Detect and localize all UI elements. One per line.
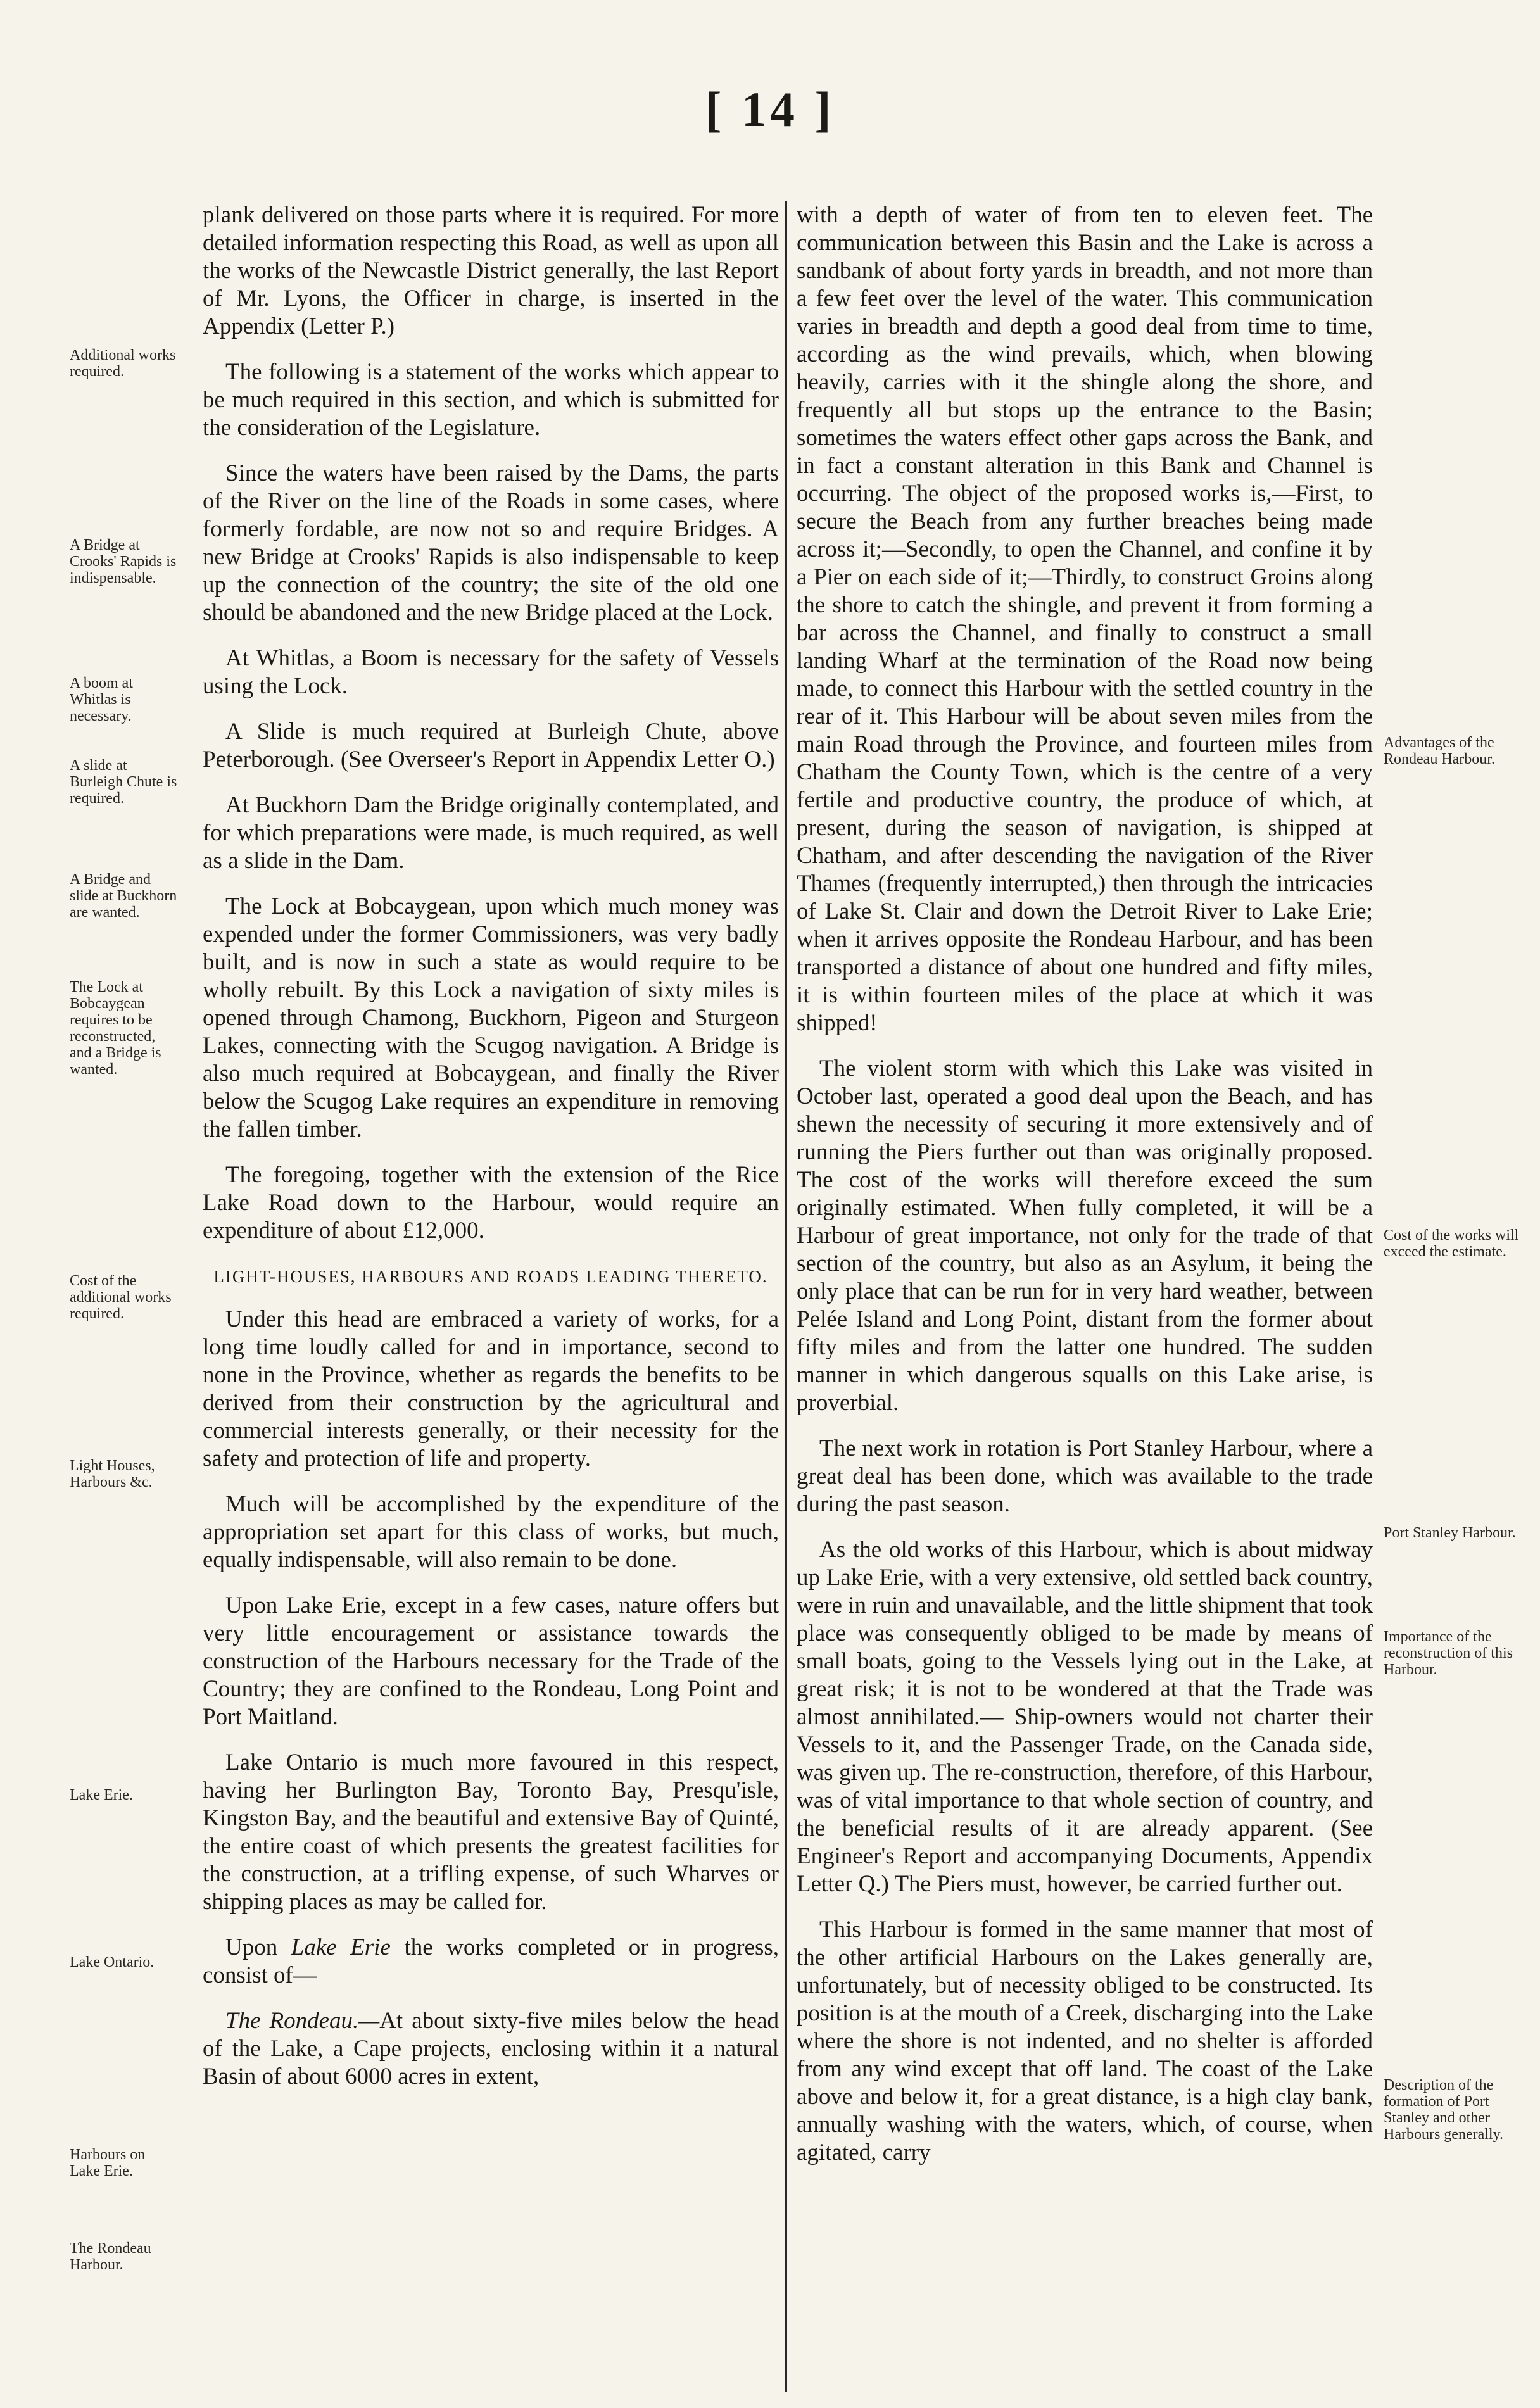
margin-note: Cost of the additional works required. (70, 1273, 172, 1322)
paragraph: The foregoing, together with the extension of the Rice Lake Road down to the Harbour, would require an expenditure of about £12,000. (203, 1162, 779, 1244)
paragraph: At Buckhorn Dam the Bridge originally contemplated, and for which preparations were made, is much required, as well as a slide in the Dam. (203, 792, 779, 874)
paragraph: Since the waters have been raised by the Dams, the parts of the River on the line of the Roads in some cases, where formerly fordable, are now not so and require Bridges. A new Bridge at Crooks' Rapids is also indispensable to keep up the connection of the country; the site of the old one should be abandoned and the new Bridge placed at the Lock. (203, 460, 779, 626)
paragraph: Lake Ontario is much more favoured in this respect, having her Burlington Bay, Toronto Bay, Presqu'isle, Kingston Bay, and the beautiful and extensive Bay of Quinté, the entire coast of which presents the greatest facilities for the construction, at a trifling expense, of such Wharves or shipping places as may be called for. (203, 1749, 779, 1915)
left-column (203, 201, 779, 2109)
margin-note: Harbours on Lake Erie. (70, 2146, 146, 2179)
italic-text: Lake Erie (291, 1934, 391, 1960)
margin-note: A slide at Burleigh Chute is required. (70, 757, 177, 807)
paragraph: As the old works of this Harbour, which is about midway up Lake Erie, with a very extensive, old settled back country, were in ruin and unavailable, and the little shipment that took place was consequently obliged to be made by means of small boats, going to the Vessels lying out in the Lake, at great risk; it is not to be wondered at that the Trade was almost annihilated.— Ship-owners would not charter their Vessels to it, and the Passenger Trade, on the Canada side, was given up. The re-construction, therefore, of this Harbour, was of vital importance to that whole section of country, and the beneficial results of it are already apparent. (See Engineer's Report and accompanying Documents, Appendix Letter Q.) The Piers must, however, be carried further out. (797, 1537, 1373, 1897)
section-heading: LIGHT-HOUSES, HARBOURS AND ROADS LEADING THERETO. (213, 1267, 768, 1286)
paragraph: Under this head are embraced a variety of works, for a long time loudly called for and in importance, second to none in the Province, whether as regards the benefits to be derived from their construction by the agricultural and commercial interests generally, or their necessity for the safety and protection of life and property. (203, 1306, 779, 1472)
margin-note: The Rondeau Harbour. (70, 2240, 151, 2273)
margin-note: A Bridge and slide at Buckhorn are wanted. (70, 871, 177, 921)
paragraph-text: the works completed or in progress, consist of— (203, 1934, 779, 1988)
paragraph: The following is a statement of the works which appear to be much required in this section, and which is submitted for the consideration of the Legislature. (203, 359, 779, 441)
margin-note: Additional works required. (70, 347, 176, 380)
italic-text: Upon (225, 1934, 278, 1960)
margin-note: Cost of the works will exceed the estimate. (1384, 1227, 1519, 1260)
column-divider (785, 201, 787, 2392)
page-number: [ 14 ] (705, 82, 835, 137)
paragraph: At Whitlas, a Boom is necessary for the safety of Vessels using the Lock. (203, 645, 779, 699)
paragraph: The Lock at Bobcaygean, upon which much money was expended under the former Commissioners, was very badly built, and is now in such a state as would require to be wholly rebuilt. By this Lock a navigation of sixty miles is opened through Chamong, Buckhorn, Pigeon and Sturgeon Lakes, connecting with the Scugog navigation. A Bridge is also much required at Bobcaygean, and finally the River below the Scugog Lake requires an expenditure in removing the fallen timber. (203, 893, 779, 1142)
paragraph: The next work in rotation is Port Stanley Harbour, where a great deal has been done, which was available to the trade during the past season. (797, 1435, 1373, 1517)
margin-note: Description of the formation of Port Stanley and other Harbours generally. (1384, 2077, 1504, 2143)
margin-note: Port Stanley Harbour. (1384, 1525, 1516, 1541)
paragraph: This Harbour is formed in the same manner that most of the other artificial Harbours on the Lakes generally are, unfortunately, but of necessity obliged to be constructed. Its position is at the mouth of a Creek, discharging into the Lake where the shore is not indented, and no shelter is afforded from any wind except that off land. The coast of the Lake above and below it, for a great distance, is a high clay bank, annually washing with the waters, which, of course, when agitated, carry (797, 1917, 1373, 2165)
paragraph: plank delivered on those parts where it is required. For more detailed information respecting this Road, as well as upon all the works of the Newcastle District generally, the last Report of Mr. Lyons, the Officer in charge, is inserted in the Appendix (Letter P.) (203, 202, 779, 339)
right-column (797, 201, 1373, 2184)
margin-note: A boom at Whitlas is necessary. (70, 675, 133, 724)
margin-note: The Lock at Bobcaygean requires to be reconstructed, and a Bridge is wanted. (70, 979, 161, 1078)
paragraph: The violent storm with which this Lake was visited in October last, operated a good deal upon the Beach, and has shewn the necessity of securing it more extensively and of running the Piers further out than was originally proposed. The cost of the works will therefore exceed the sum originally estimated. When fully completed, it will be a Harbour of great importance, not only for the trade of that section of the country, but also as an Asylum, it being the only place that can be run for in very hard weather, between Pelée Island and Long Point, distant from the former about fifty miles and from the latter one hundred. The sudden manner in which dangerous squalls on this Lake arise, is proverbial. (797, 1056, 1373, 1416)
paragraph (203, 1934, 779, 1989)
paragraph: Upon Lake Erie, except in a few cases, nature offers but very little encouragement or assistance towards the construction of the Harbours necessary for the Trade of the Country; they are confined to the Rondeau, Long Point and Port Maitland. (203, 1592, 779, 1730)
margin-note: Advantages of the Rondeau Harbour. (1384, 734, 1495, 767)
paragraph: Much will be accomplished by the expenditure of the appropriation set apart for this class of works, but much, equally indispensable, will also remain to be done. (203, 1491, 779, 1573)
italic-text: The Rondeau.— (225, 2008, 380, 2034)
margin-note: Light Houses, Harbours &c. (70, 1458, 155, 1491)
paragraph (203, 2007, 779, 2091)
paragraph: A Slide is much required at Burleigh Chute, above Peterborough. (See Overseer's Report in Appendix Letter O.) (203, 719, 779, 772)
margin-note: Lake Ontario. (70, 1954, 155, 1970)
margin-note: A Bridge at Crooks' Rapids is indispensable. (70, 537, 177, 586)
paragraph-text: At about sixty-five miles below the head of the Lake, a Cape projects, enclosing within it a natural Basin of about 6000 acres in extent, (203, 2008, 779, 2090)
paragraph: with a depth of water of from ten to eleven feet. The communication between this Basin and the Lake is across a sandbank of about forty yards in breadth, and not more than a few feet over the level of the water. This communication varies in breadth and depth a good deal from time to time, according as the wind prevails, which, when blowing heavily, carries with it the shingle along the shore, and frequently all but stops up the entrance to the Basin; sometimes the waters effect other gaps across the Bank, and in fact a constant alteration in this Bank and Channel is occurring. The object of the proposed works is,—First, to secure the Beach from any further breaches being made across it;—Secondly, to open the Channel, and confine it by a Pier on each side of it;—Thirdly, to construct Groins along the shore to catch the shingle, and prevent it from forming a bar across the Channel, and finally to construct a small landing Wharf at the termination of the Road now being made, to connect this Harbour with the settled country in the rear of it. This Harbour will be about seven miles from the main Road through the Province, and fourteen miles from Chatham the County Town, which is the centre of a very fertile and productive country, the produce of which, at present, during the season of navigation, is shipped at Chatham, and after descending the navigation of the River Thames (frequently interrupted,) then through the intricacies of Lake St. Clair and down the Detroit River to Lake Erie; when it arrives opposite the Rondeau Harbour, and has been transported a distance of about one hundred and fifty miles, it is within fourteen miles of the place at which it was shipped! (797, 202, 1373, 1036)
margin-note: Importance of the reconstruction of this Harbour. (1384, 1629, 1513, 1678)
margin-note: Lake Erie. (70, 1787, 133, 1803)
